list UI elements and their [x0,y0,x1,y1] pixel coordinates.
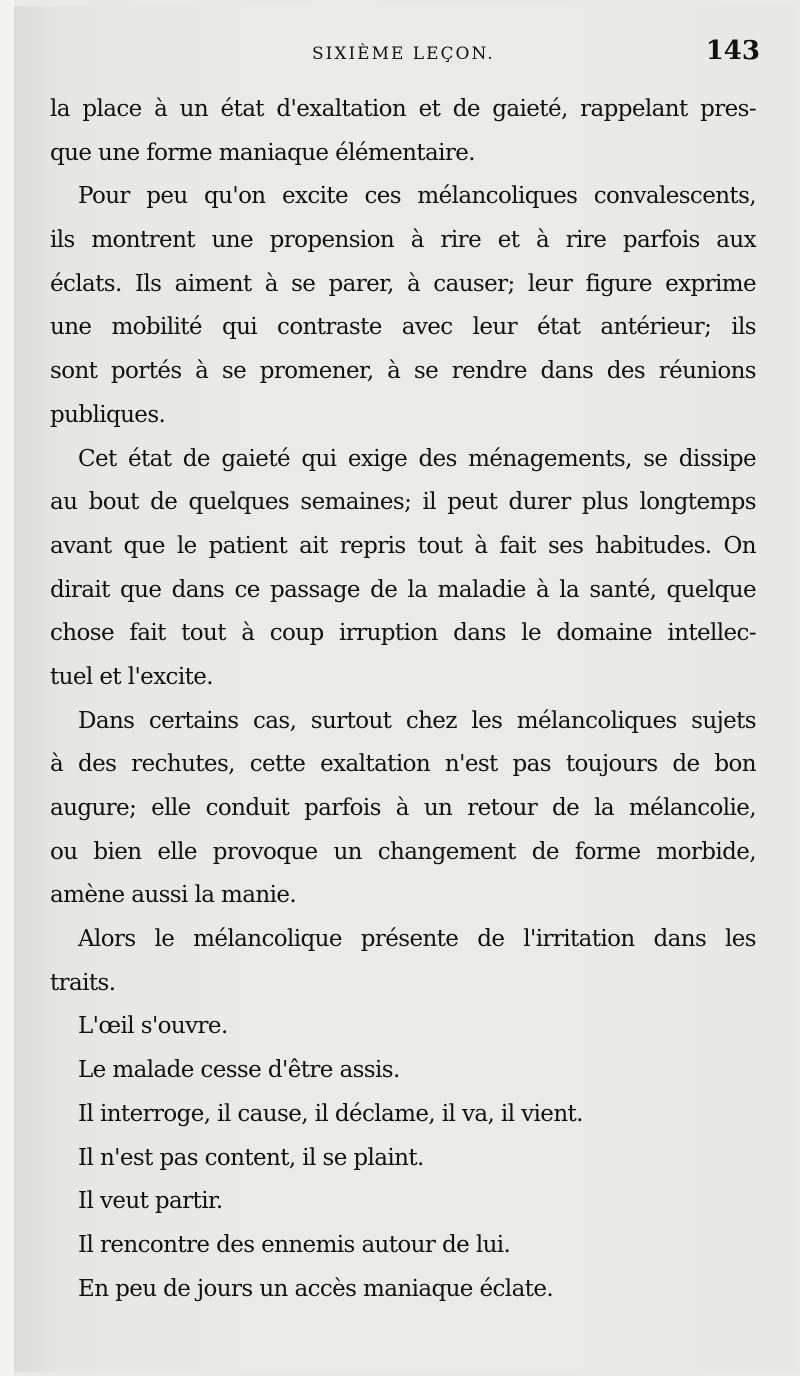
page-number: 143 [705,36,760,66]
text-line: L'œil s'ouvre. [78,1013,228,1040]
text-line: Dans certains cas, surtout chez les mélancoliques sujets [78,707,756,734]
text-line: avant que le patient ait repris tout à fait ses habitudes. On [50,532,756,559]
text-line: ils montrent une propension à rire et à rire parfois aux [50,227,756,254]
page-header [50,36,760,76]
text-line: dirait que dans ce passage de la maladie à la santé, quelque [50,576,756,603]
text-line: Alors le mélancolique présente de l'irritation dans les [78,926,756,953]
text-line: chose fait tout à coup irruption dans le domaine intellec- [50,620,756,647]
text-line: Pour peu qu'on excite ces mélancoliques convalescents, [78,183,756,210]
text-line: Le malade cesse d'être assis. [78,1057,400,1084]
text-line: à des rechutes, cette exaltation n'est pas toujours de bon [50,751,756,778]
text-line: sont portés à se promener, à se rendre dans des réunions [50,358,756,385]
text-line: Il rencontre des ennemis autour de lui. [78,1231,511,1258]
text-line: Il interroge, il cause, il déclame, il va, il vient. [78,1100,583,1127]
text-line: amène aussi la manie. [50,882,297,909]
text-line: au bout de quelques semaines; il peut durer plus longtemps [50,489,756,516]
text-line: traits. [50,969,116,996]
page-margin [0,0,14,1376]
running-head: SIXIÈME LEÇON. [312,44,495,64]
text-line: En peu de jours un accès maniaque éclate. [78,1275,554,1302]
text-line: publiques. [50,401,166,428]
body-text [50,88,756,1311]
text-line: Il n'est pas content, il se plaint. [78,1144,424,1171]
text-line: éclats. Ils aiment à se parer, à causer; leur figure exprime [50,270,756,297]
text-line: une mobilité qui contraste avec leur état antérieur; ils [50,314,756,341]
text-line: Il veut partir. [78,1188,223,1215]
text-line: Cet état de gaieté qui exige des ménagements, se dissipe [78,445,756,472]
text-line: tuel et l'excite. [50,663,213,690]
text-line: augure; elle conduit parfois à un retour de la mélancolie, [50,795,756,821]
text-line: ou bien elle provoque un changement de forme morbide, [50,838,756,865]
text-line: que une forme maniaque élémentaire. [50,139,475,166]
text-line: la place à un état d'exaltation et de gaieté, rappelant pres- [50,96,756,122]
